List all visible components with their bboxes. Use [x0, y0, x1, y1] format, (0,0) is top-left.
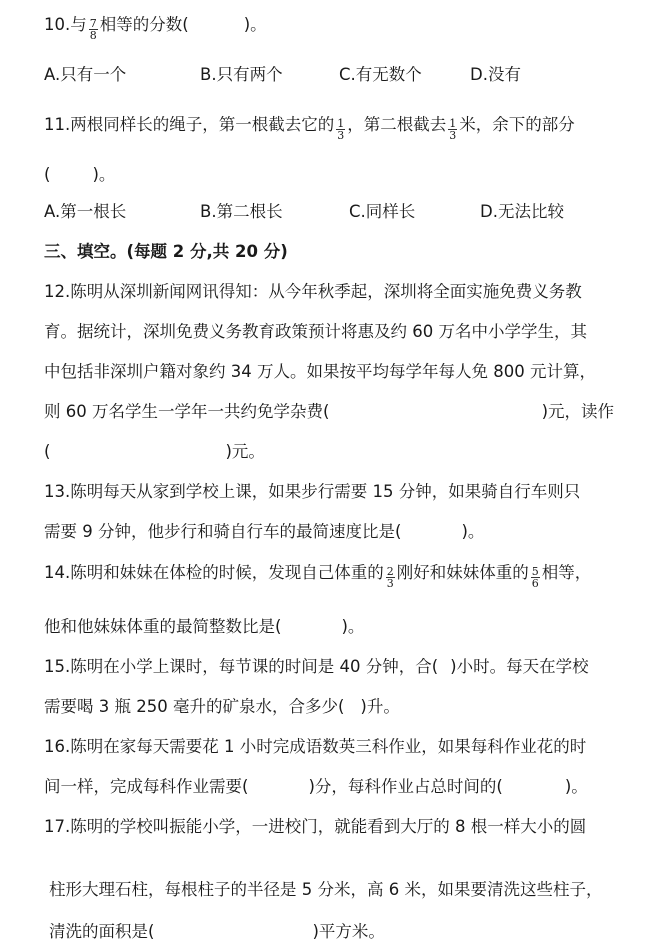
text: 米，余下的部分	[459, 115, 575, 134]
text: 需要 9 分钟，他步行和骑自行车的最简速度比是(	[44, 522, 402, 541]
numerator: 2	[386, 565, 394, 578]
option-d[interactable]: D.无法比较	[480, 202, 564, 221]
text: )。	[92, 165, 116, 184]
text: )。	[461, 522, 485, 541]
option-b[interactable]: B.只有两个	[200, 65, 283, 84]
text: (	[44, 442, 51, 461]
fraction-5-6	[531, 566, 540, 589]
text: )。	[243, 15, 267, 34]
q14-line	[44, 615, 364, 639]
answer-blank[interactable]	[329, 400, 541, 424]
option-a[interactable]: A.只有一个	[44, 65, 127, 84]
q17-line	[49, 920, 385, 944]
numerator: 1	[337, 117, 345, 130]
text: )平方米。	[312, 922, 385, 941]
text: 相等，	[541, 563, 592, 582]
fraction-1-3	[448, 118, 457, 141]
q17-line: 17.陈明的学校叫振能小学，一进校门，就能看到大厅的 8 根一样大小的圆	[44, 817, 587, 836]
q16-line	[44, 775, 588, 799]
numerator: 7	[89, 17, 97, 30]
q14-line	[44, 561, 592, 590]
text: )小时。每天在学校	[450, 657, 589, 676]
denominator: 6	[531, 577, 539, 590]
q12-line: 中包括非深圳户籍对象约 34 万人。如果按平均每学年每人免 800 元计算，	[44, 362, 596, 381]
text: )分，每科作业占总时间的(	[308, 777, 503, 796]
text: 清洗的面积是(	[49, 922, 155, 941]
option-c[interactable]: C.有无数个	[339, 65, 422, 84]
q13-line: 13.陈明每天从家到学校上课，如果步行需要 15 分钟，如果骑自行车则只	[44, 482, 581, 501]
text: )。	[564, 777, 588, 796]
fraction-7-8	[89, 18, 98, 41]
fraction-1-3	[336, 118, 345, 141]
q12-line: 12.陈明从深圳新闻网讯得知：从今年秋季起，深圳将全面实施免费义务教	[44, 282, 582, 301]
text: 刚好和妹妹体重的	[396, 563, 529, 582]
text: )。	[341, 617, 365, 636]
text: 14.陈明和妹妹在体检的时候，发现自己体重的	[44, 563, 384, 582]
text: )元，读作	[541, 402, 614, 421]
q16-line: 16.陈明在家每天需要花 1 小时完成语数英三科作业，如果每科作业花的时	[44, 737, 587, 756]
q13-line	[44, 520, 484, 544]
text: 11.两根同样长的绳子，第一根截去它的	[44, 115, 335, 134]
text: 10.与	[44, 15, 87, 34]
text: 相等的分数(	[99, 15, 189, 34]
q12-line: 育。据统计，深圳免费义务教育政策预计将惠及约 60 万名中小学学生，其	[44, 322, 587, 341]
q17-line: 柱形大理石柱，每根柱子的半径是 5 分米，高 6 米，如果要清洗这些柱子，	[49, 880, 603, 899]
option-b[interactable]: B.第二根长	[200, 202, 283, 221]
q12-line	[44, 440, 265, 464]
section-title: 三、填空。(每题 2 分,共 20 分)	[44, 242, 288, 261]
denominator: 3	[386, 577, 394, 590]
denominator: 3	[449, 129, 457, 142]
numerator: 5	[531, 565, 539, 578]
option-c[interactable]: C.同样长	[349, 202, 416, 221]
text: ，第二根截去	[347, 115, 447, 134]
text: 则 60 万名学生一学年一共约免学杂费(	[44, 402, 330, 421]
q10-stem	[44, 13, 267, 42]
q11-stem	[44, 113, 575, 142]
text: 需要喝 3 瓶 250 毫升的矿泉水，合多少(	[44, 697, 345, 716]
q15-line	[44, 655, 589, 679]
q11-answer-line	[44, 163, 115, 187]
q15-line	[44, 695, 400, 719]
text: 15.陈明在小学上课时，每节课的时间是 40 分钟，合(	[44, 657, 439, 676]
denominator: 3	[337, 129, 345, 142]
q12-line	[44, 400, 614, 424]
text: (	[44, 165, 51, 184]
text: 间一样，完成每科作业需要(	[44, 777, 249, 796]
text: 他和他妹妹体重的最简整数比是(	[44, 617, 282, 636]
option-d[interactable]: D.没有	[470, 65, 521, 84]
text: )升。	[360, 697, 400, 716]
option-a[interactable]: A.第一根长	[44, 202, 127, 221]
text: )元。	[225, 442, 265, 461]
fraction-2-3	[386, 566, 395, 589]
denominator: 8	[89, 29, 97, 42]
numerator: 1	[449, 117, 457, 130]
